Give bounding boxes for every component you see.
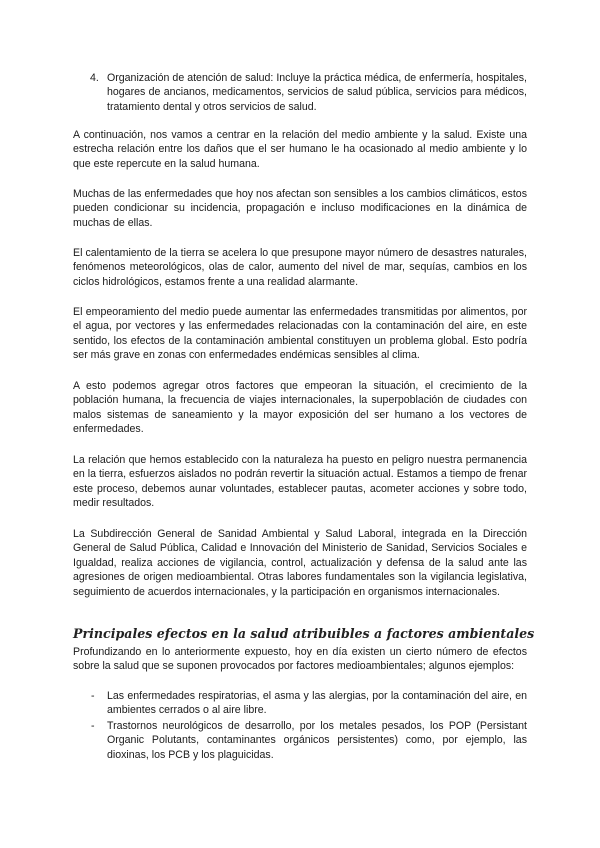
list-item-text: Organización de atención de salud: Incluye la práctica médica, de enfermería, hospitales, hogares de ancianos, medicamentos, servicios de salud pública, servicios para médicos, tratamiento dental y otros servicios de salud. (107, 72, 527, 113)
bullet-dash: - (91, 690, 95, 702)
section-intro: Profundizando en lo anteriormente expuesto, hoy en día existen un cierto número de efectos sobre la salud que se suponen provocados por factores medioambientales; algunos ejemplos: (73, 646, 527, 673)
paragraph-climate-sensitivity: Muchas de las enfermedades que hoy nos afectan son sensibles a los cambios climáticos, estos pueden condicionar su incidencia, propagación e incluso modificaciones en la dinámica de muchas de ellas. (73, 188, 527, 229)
paragraph-relationship-nature: La relación que hemos establecido con la naturaleza ha puesto en peligro nuestra permanencia en la tierra, esfuerzos aislados no podrán revertir la situación actual. Estamos a tiempo de frenar este proceso, debemos aunar voluntades, establecer pautas, acometer acciones y sobre todo, medir resultados. (73, 454, 527, 510)
list-item-number: 4. (90, 72, 99, 84)
paragraph-subdireccion: La Subdirección General de Sanidad Ambiental y Salud Laboral, integrada en la Dirección General de Salud Pública, Calidad e Innovación del Ministerio de Sanidad, Servicios Sociales e Igualdad, realiza acciones de vigilancia, control, actualización y defensa de la salud ante las agresiones de origen medioambiental. Otras labores fundamentales son la vigilancia legislativa, seguimiento de acuerdos internacionales, y la participación en organismos internacionales. (73, 528, 527, 598)
bullet-dash: - (91, 720, 95, 732)
paragraph-intro-environment-health: A continuación, nos vamos a centrar en la relación del medio ambiente y la salud. Existe una estrecha relación entre los daños que el ser humano le ha ocasionado al medio ambiente y lo que este repercute en la salud humana. (73, 129, 527, 170)
section-heading: Principales efectos en la salud atribuibles a factores ambientales (73, 626, 535, 641)
paragraph-other-factors: A esto podemos agregar otros factores que empeoran la situación, el crecimiento de la población humana, la frecuencia de viajes internacionales, la superpoblación de ciudades con malos sistemas de saneamiento y la mayor exposición del ser humano a los vectores de enfermedades. (73, 380, 527, 436)
bullet-text: Las enfermedades respiratorias, el asma y las alergias, por la contaminación del aire, en ambientes cerrados o al aire libre. (107, 690, 527, 717)
paragraph-global-warming: El calentamiento de la tierra se acelera lo que presupone mayor número de desastres naturales, fenómenos meteorológicos, olas de calor, aumento del nivel de mar, sequías, cambios en los ciclos hidrológicos, estamos frente a una realidad alarmante. (73, 247, 527, 288)
bullet-text: Trastornos neurológicos de desarrollo, por los metales pesados, los POP (Persistant Organic Polutants, contaminantes orgánicos persistentes) como, por ejemplo, las dioxinas, los PCB y los plaguicidas. (107, 720, 527, 761)
paragraph-environment-deterioration: El empeoramiento del medio puede aumentar las enfermedades transmitidas por alimentos, por el agua, por vectores y las enfermedades relacionadas con la contaminación del aire, en este sentido, los efectos de la contaminación ambiental constituyen un problema global. Esto podría ser más grave en zonas con enfermedades endémicas sensibles al clima. (73, 306, 527, 362)
